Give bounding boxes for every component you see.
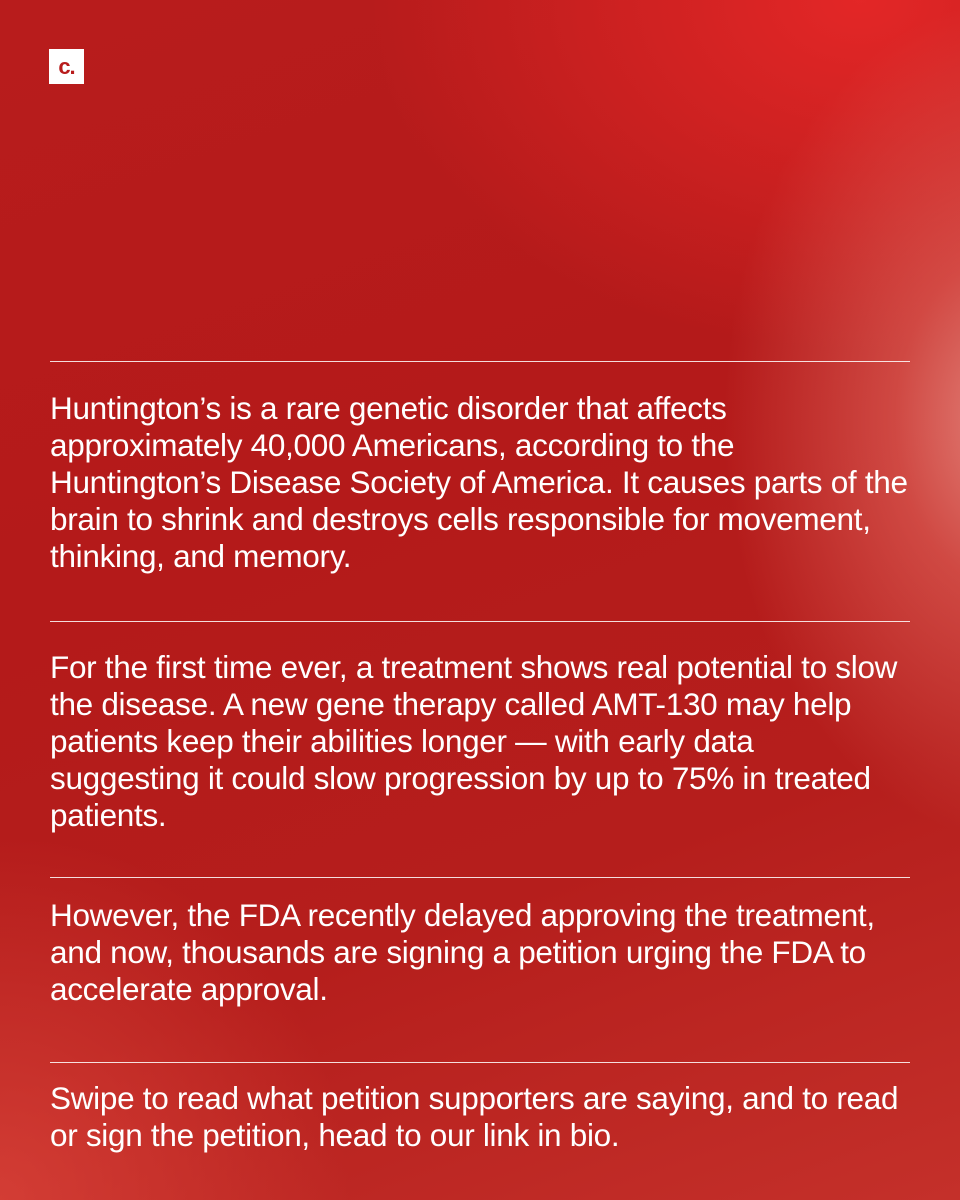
paragraph-call-to-action: Swipe to read what petition supporters are saying, and to read or sign the petition, head to our link in bio. <box>50 1080 899 1153</box>
section-call-to-action <box>50 1062 910 1154</box>
section-overview <box>50 361 910 621</box>
text-content <box>50 361 910 1154</box>
brand-logo: c. <box>49 49 84 84</box>
section-treatment <box>50 621 910 877</box>
section-fda-delay <box>50 877 910 1062</box>
paragraph-overview: Huntington’s is a rare genetic disorder that affects approximately 40,000 Americans, according to the Huntington’s Disease Society of America. It causes parts of the brain to shrink and destroys cells responsible for movement, thinking, and memory. <box>50 390 908 574</box>
paragraph-fda-delay: However, the FDA recently delayed approving the treatment, and now, thousands are signing a petition urging the FDA to accelerate approval. <box>50 897 875 1007</box>
paragraph-treatment: For the first time ever, a treatment shows real potential to slow the disease. A new gene therapy called AMT-130 may help patients keep their abilities longer — with early data suggesting it could slow progression by up to 75% in treated patients. <box>50 649 898 833</box>
